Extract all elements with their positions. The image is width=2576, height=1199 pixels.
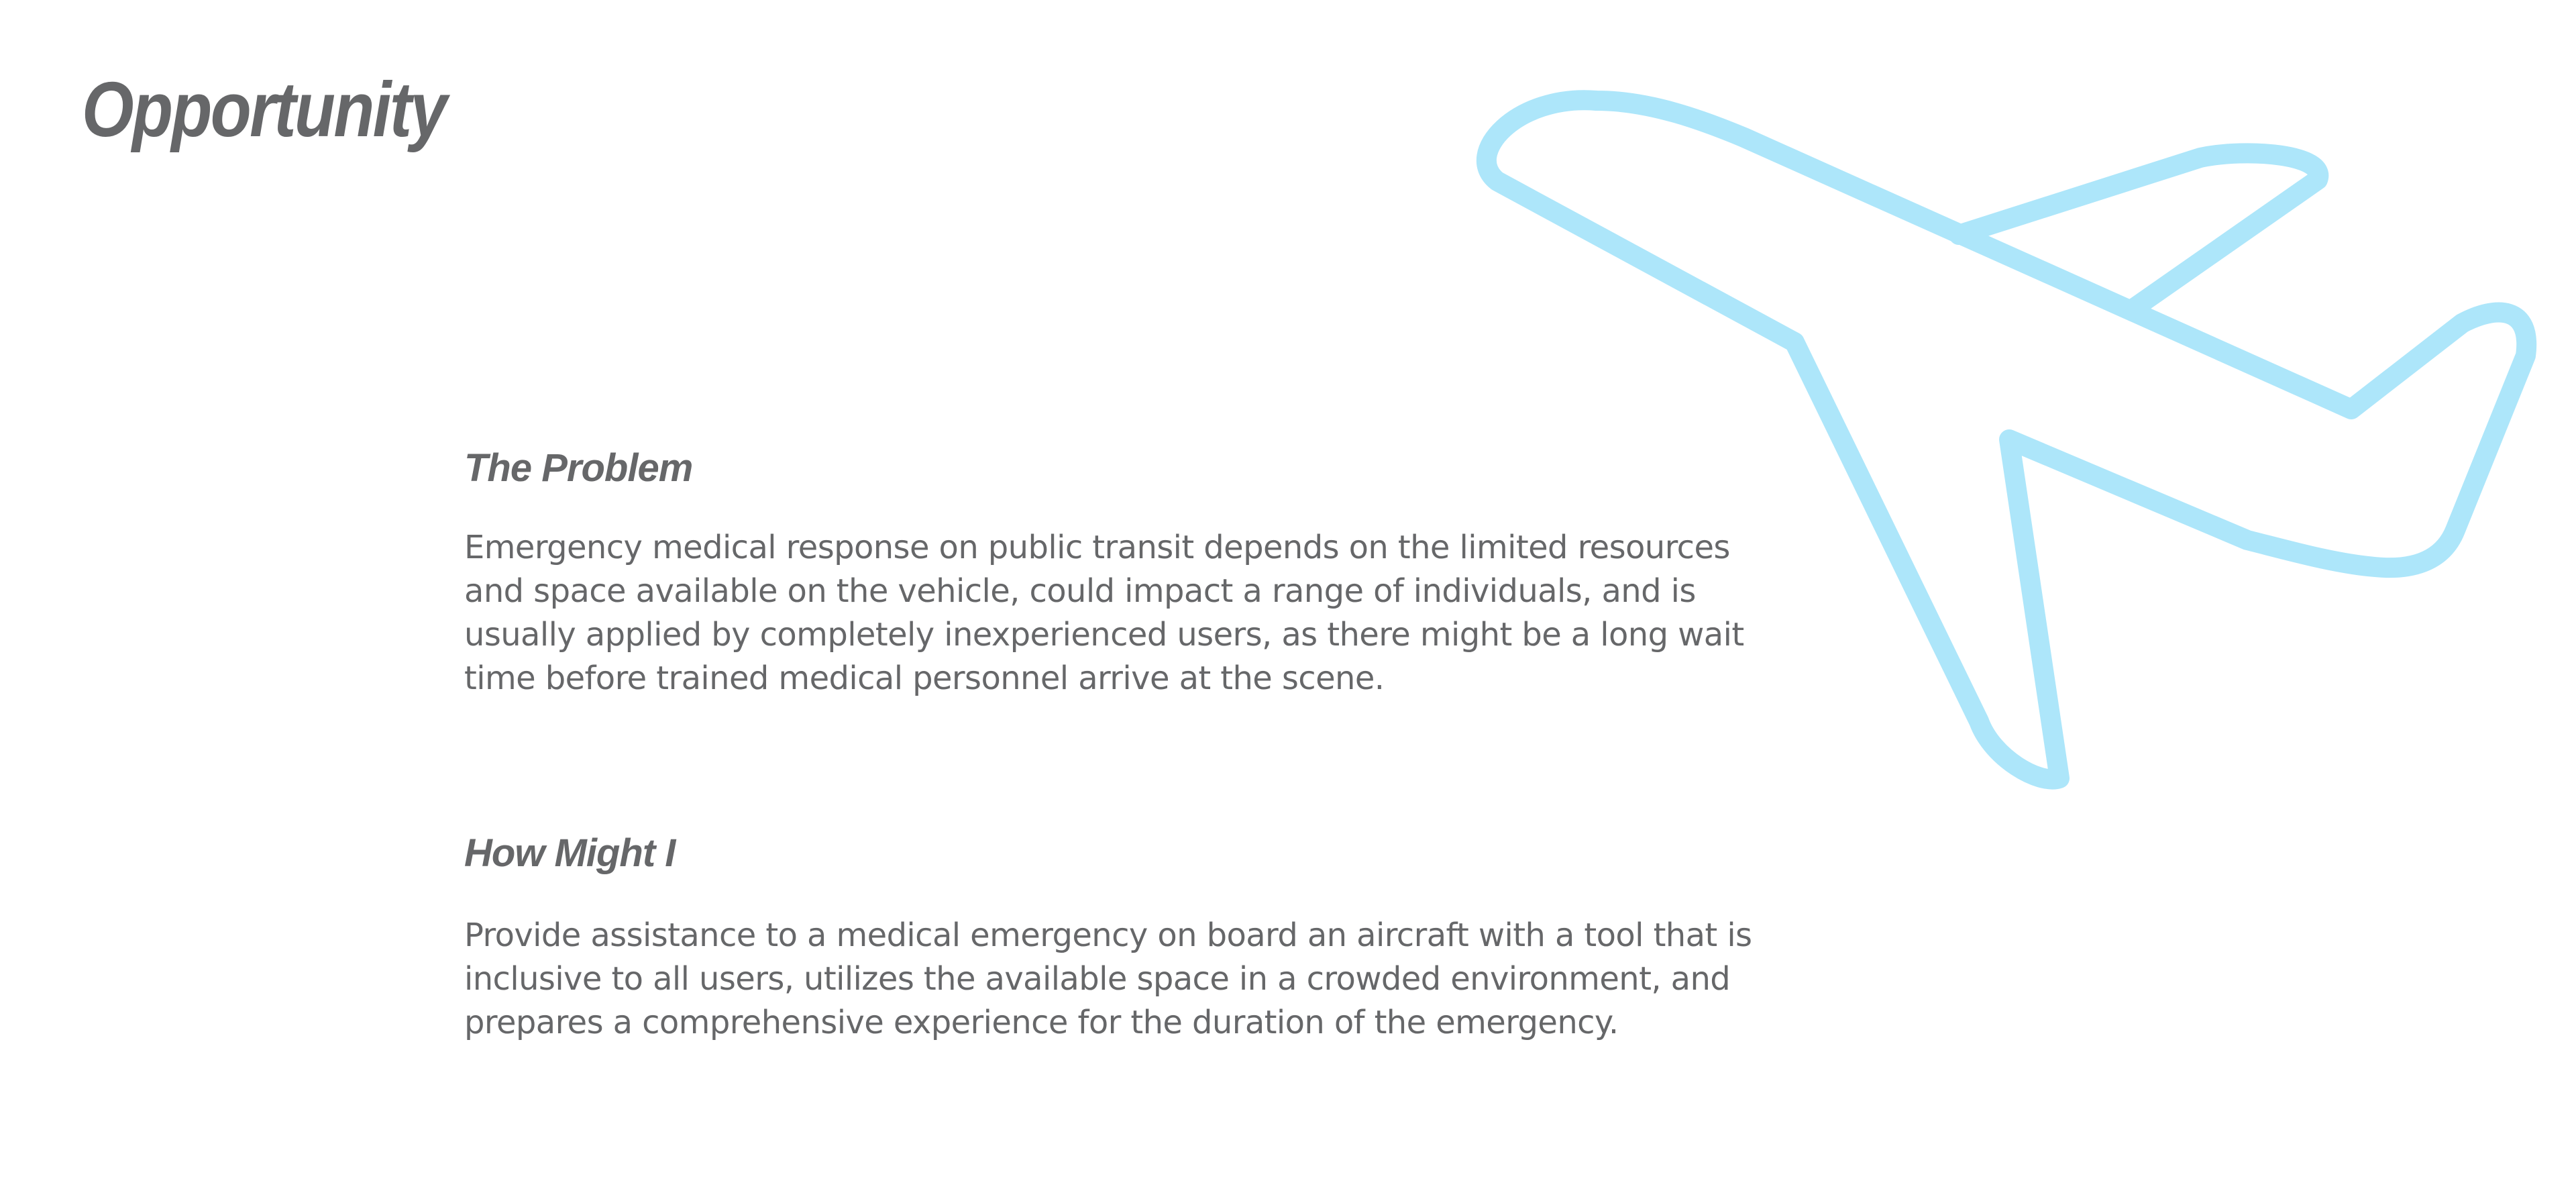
airplane-fuselage-outline xyxy=(1487,100,2526,779)
how-might-i-heading: How Might I xyxy=(464,831,676,875)
problem-heading: The Problem xyxy=(464,446,693,490)
how-might-i-body: Provide assistance to a medical emergency on board an aircraft with a tool that is inclusive to all users, utilizes the available space in a crowded environment, and prepares a comprehensive experience for the duration of the emergency. xyxy=(464,917,1752,1041)
airplane-wing-line xyxy=(1959,153,2318,309)
page-title: Opportunity xyxy=(82,66,446,153)
airplane-icon xyxy=(1469,81,2556,805)
problem-body: Emergency medical response on public transit depends on the limited resources and space available on the vehicle, could impact a range of individuals, and is usually applied by completely inexperienced users, as there might be a long wait time before trained medical personnel arrive at the scene. xyxy=(464,529,1744,697)
how-might-i-section xyxy=(464,827,1779,1045)
